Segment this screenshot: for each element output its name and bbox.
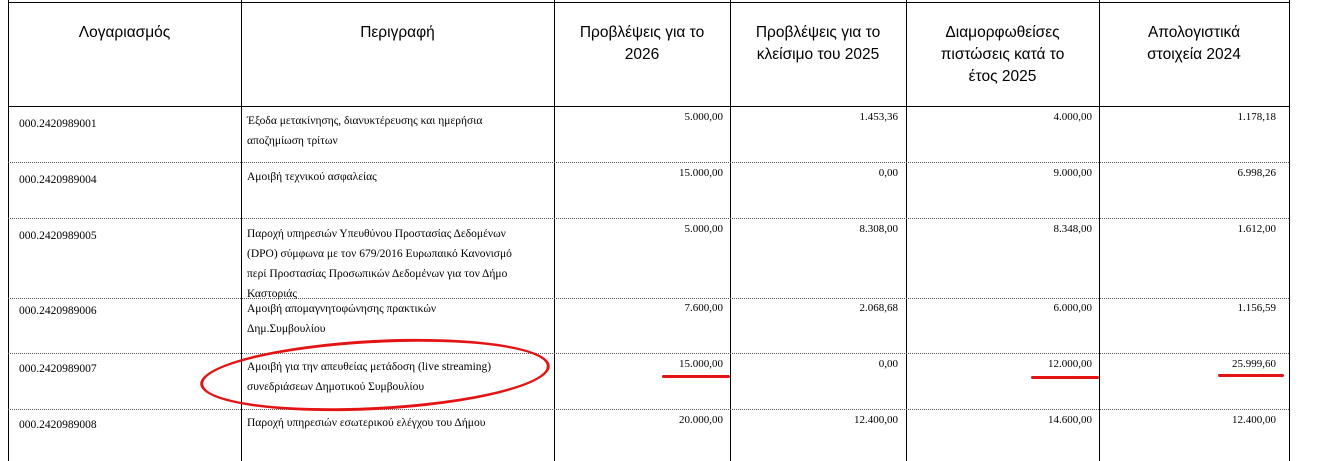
row-forecast-close-2025: 0,00	[878, 358, 898, 370]
row-forecast-2026: 20.000,00	[679, 414, 723, 426]
row-account: 000.2420989004	[19, 174, 97, 186]
row-divider	[8, 162, 1289, 163]
column-divider	[8, 0, 9, 461]
row-credits-2025: 12.000,00	[1048, 358, 1092, 370]
row-forecast-close-2025: 8.308,00	[859, 223, 898, 235]
row-forecast-close-2025: 12.400,00	[854, 414, 898, 426]
header-forecast-2026: Προβλέψεις για το 2026	[579, 24, 705, 63]
table-top-border	[8, 2, 1289, 3]
row-actual-2024: 1.612,00	[1237, 223, 1276, 235]
row-description: Αμοιβή απομαγνητοφώνησης πρακτικών Δημ.Συμβουλίου	[247, 303, 437, 335]
column-divider	[1099, 0, 1100, 461]
row-actual-2024: 6.998,26	[1237, 167, 1276, 179]
header-bottom-border	[8, 106, 1289, 107]
row-divider	[8, 353, 1289, 354]
row-description: Παροχή υπηρεσιών Υπευθύνου Προστασίας Δεδομένων (DPO) σύμφωνα με τον 679/2016 Ευρωπαικό Κανονισμό περί Προστασίας Προσωπικών Δεδομένων για τον Δήμο Καστοριάς	[247, 228, 512, 300]
row-account: 000.2420989006	[19, 305, 97, 317]
row-description: Αμοιβή για την απευθείας μετάδοση (live streaming) συνεδριάσεων Δημοτικού Συμβουλίου	[247, 361, 492, 393]
header-credits-2025: Διαμορφωθείσες πιστώσεις κατά το έτος 2025	[940, 24, 1065, 85]
column-divider	[730, 0, 731, 461]
row-actual-2024: 12.400,00	[1232, 414, 1276, 426]
row-forecast-2026: 5.000,00	[684, 223, 723, 235]
row-actual-2024: 25.999,60	[1232, 358, 1276, 370]
row-divider	[8, 409, 1289, 410]
row-account: 000.2420989008	[19, 419, 97, 431]
header-actual-2024: Απολογιστικά στοιχεία 2024	[1147, 24, 1241, 63]
underline-mark	[662, 375, 730, 378]
header-description: Περιγραφή	[360, 24, 435, 41]
row-forecast-2026: 7.600,00	[684, 302, 723, 314]
row-forecast-close-2025: 0,00	[878, 167, 898, 179]
row-credits-2025: 14.600,00	[1048, 414, 1092, 426]
highlight-ellipse	[198, 331, 551, 419]
row-forecast-2026: 5.000,00	[684, 111, 723, 123]
row-credits-2025: 4.000,00	[1053, 111, 1092, 123]
row-description: Παροχή υπηρεσιών εσωτερικού ελέγχου του Δήμου	[247, 417, 486, 429]
row-forecast-2026: 15.000,00	[679, 358, 723, 370]
row-divider	[8, 298, 1289, 299]
underline-mark	[1031, 376, 1099, 379]
row-description: Έξοδα μετακίνησης, διανυκτέρευσης και ημερήσια αποζημίωση τρίτων	[247, 115, 483, 147]
row-forecast-2026: 15.000,00	[679, 167, 723, 179]
row-forecast-close-2025: 1.453,36	[859, 111, 898, 123]
row-divider	[8, 218, 1289, 219]
header-forecast-close-2025: Προβλέψεις για το κλείσιμο του 2025	[755, 24, 881, 63]
row-actual-2024: 1.156,59	[1237, 302, 1276, 314]
row-description: Αμοιβή τεχνικού ασφαλείας	[247, 171, 377, 183]
row-forecast-close-2025: 2.068,68	[859, 302, 898, 314]
row-account: 000.2420989007	[19, 363, 97, 375]
row-actual-2024: 1.178,18	[1237, 111, 1276, 123]
row-credits-2025: 9.000,00	[1053, 167, 1092, 179]
row-credits-2025: 8.348,00	[1053, 223, 1092, 235]
header-account: Λογαριασμός	[78, 24, 171, 41]
row-account: 000.2420989005	[19, 230, 97, 242]
row-account: 000.2420989001	[19, 118, 97, 130]
column-divider	[554, 0, 555, 461]
row-credits-2025: 6.000,00	[1053, 302, 1092, 314]
column-divider	[1289, 0, 1290, 461]
underline-mark	[1218, 374, 1284, 377]
